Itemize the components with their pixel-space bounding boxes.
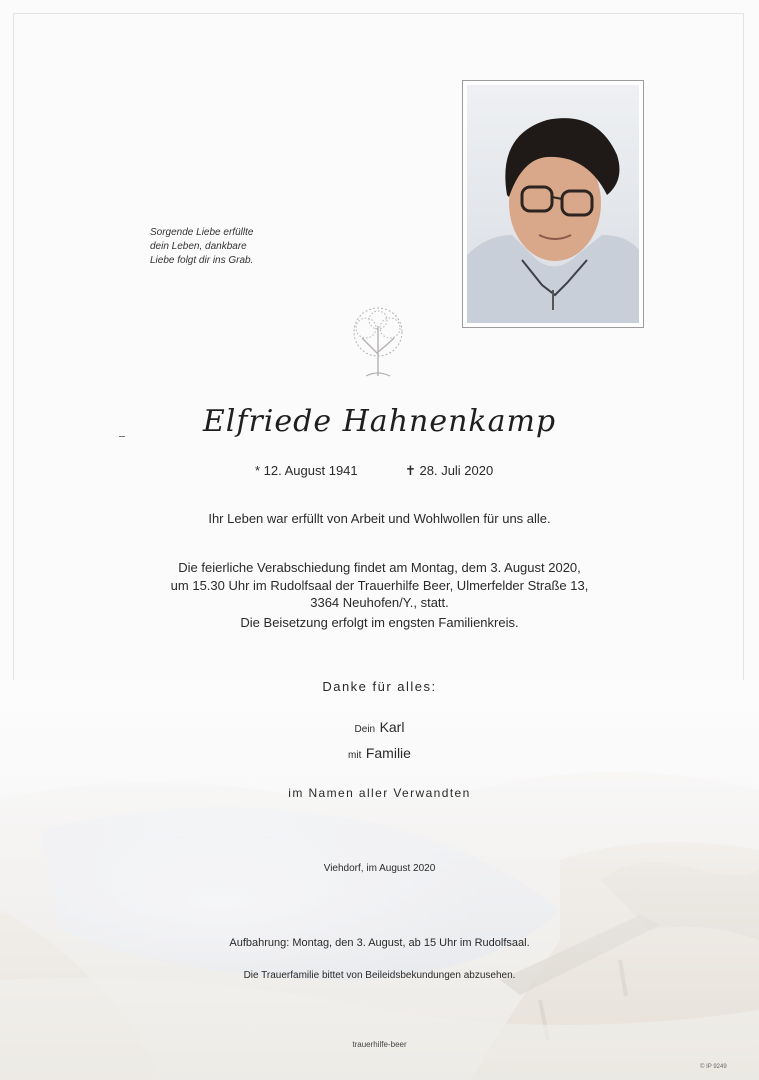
- funeral-home-brand: trauerhilfe-beer: [352, 1040, 407, 1049]
- signer: [0, 745, 759, 763]
- tree-of-life-icon: [338, 304, 418, 380]
- portrait-photo: [467, 85, 639, 323]
- thanks-heading: Danke für alles:: [322, 679, 437, 694]
- signer-name: Familie: [365, 745, 411, 761]
- ceremony-line: 3364 Neuhofen/Y., statt.: [310, 595, 449, 610]
- signer-prefix: Dein: [354, 724, 376, 735]
- signer: [0, 719, 759, 737]
- portrait-frame: [462, 80, 644, 328]
- verse-line: Sorgende Liebe erfüllte: [150, 227, 254, 238]
- condolences-note: Die Trauerfamilie bittet von Beileidsbekundungen abzusehen.: [243, 970, 516, 981]
- signer-name: Karl: [379, 719, 405, 735]
- birth-date: * 12. August 1941: [255, 463, 358, 478]
- deceased-name: Elfriede Hahnenkamp: [202, 404, 557, 439]
- ceremony-line: um 15.30 Uhr im Rudolfsaal der Trauerhilfe Beer, Ulmerfelder Straße 13,: [170, 577, 589, 593]
- signer-prefix: mit: [348, 750, 362, 761]
- place-date: Viehdorf, im August 2020: [323, 863, 436, 874]
- verse-line: dein Leben, dankbare: [150, 241, 247, 252]
- viewing-info: Aufbahrung: Montag, den 3. August, ab 15 Uhr im Rudolfsaal.: [229, 937, 530, 949]
- verse-line: Liebe folgt dir ins Grab.: [150, 255, 254, 266]
- landscape-background: [0, 680, 759, 1080]
- burial-note: Die Beisetzung erfolgt im engsten Familienkreis.: [240, 615, 519, 630]
- memorial-verse: [150, 226, 300, 268]
- ceremony-announcement: [0, 559, 759, 612]
- death-date: ✝ 28. Juli 2020: [405, 463, 494, 478]
- copyright-note: © IP 9249: [700, 1064, 727, 1070]
- life-statement: Ihr Leben war erfüllt von Arbeit und Wohlwollen für uns alle.: [208, 511, 551, 526]
- relatives-line: im Namen aller Verwandten: [288, 786, 471, 800]
- ceremony-line: Die feierliche Verabschiedung findet am Montag, dem 3. August 2020,: [178, 560, 581, 575]
